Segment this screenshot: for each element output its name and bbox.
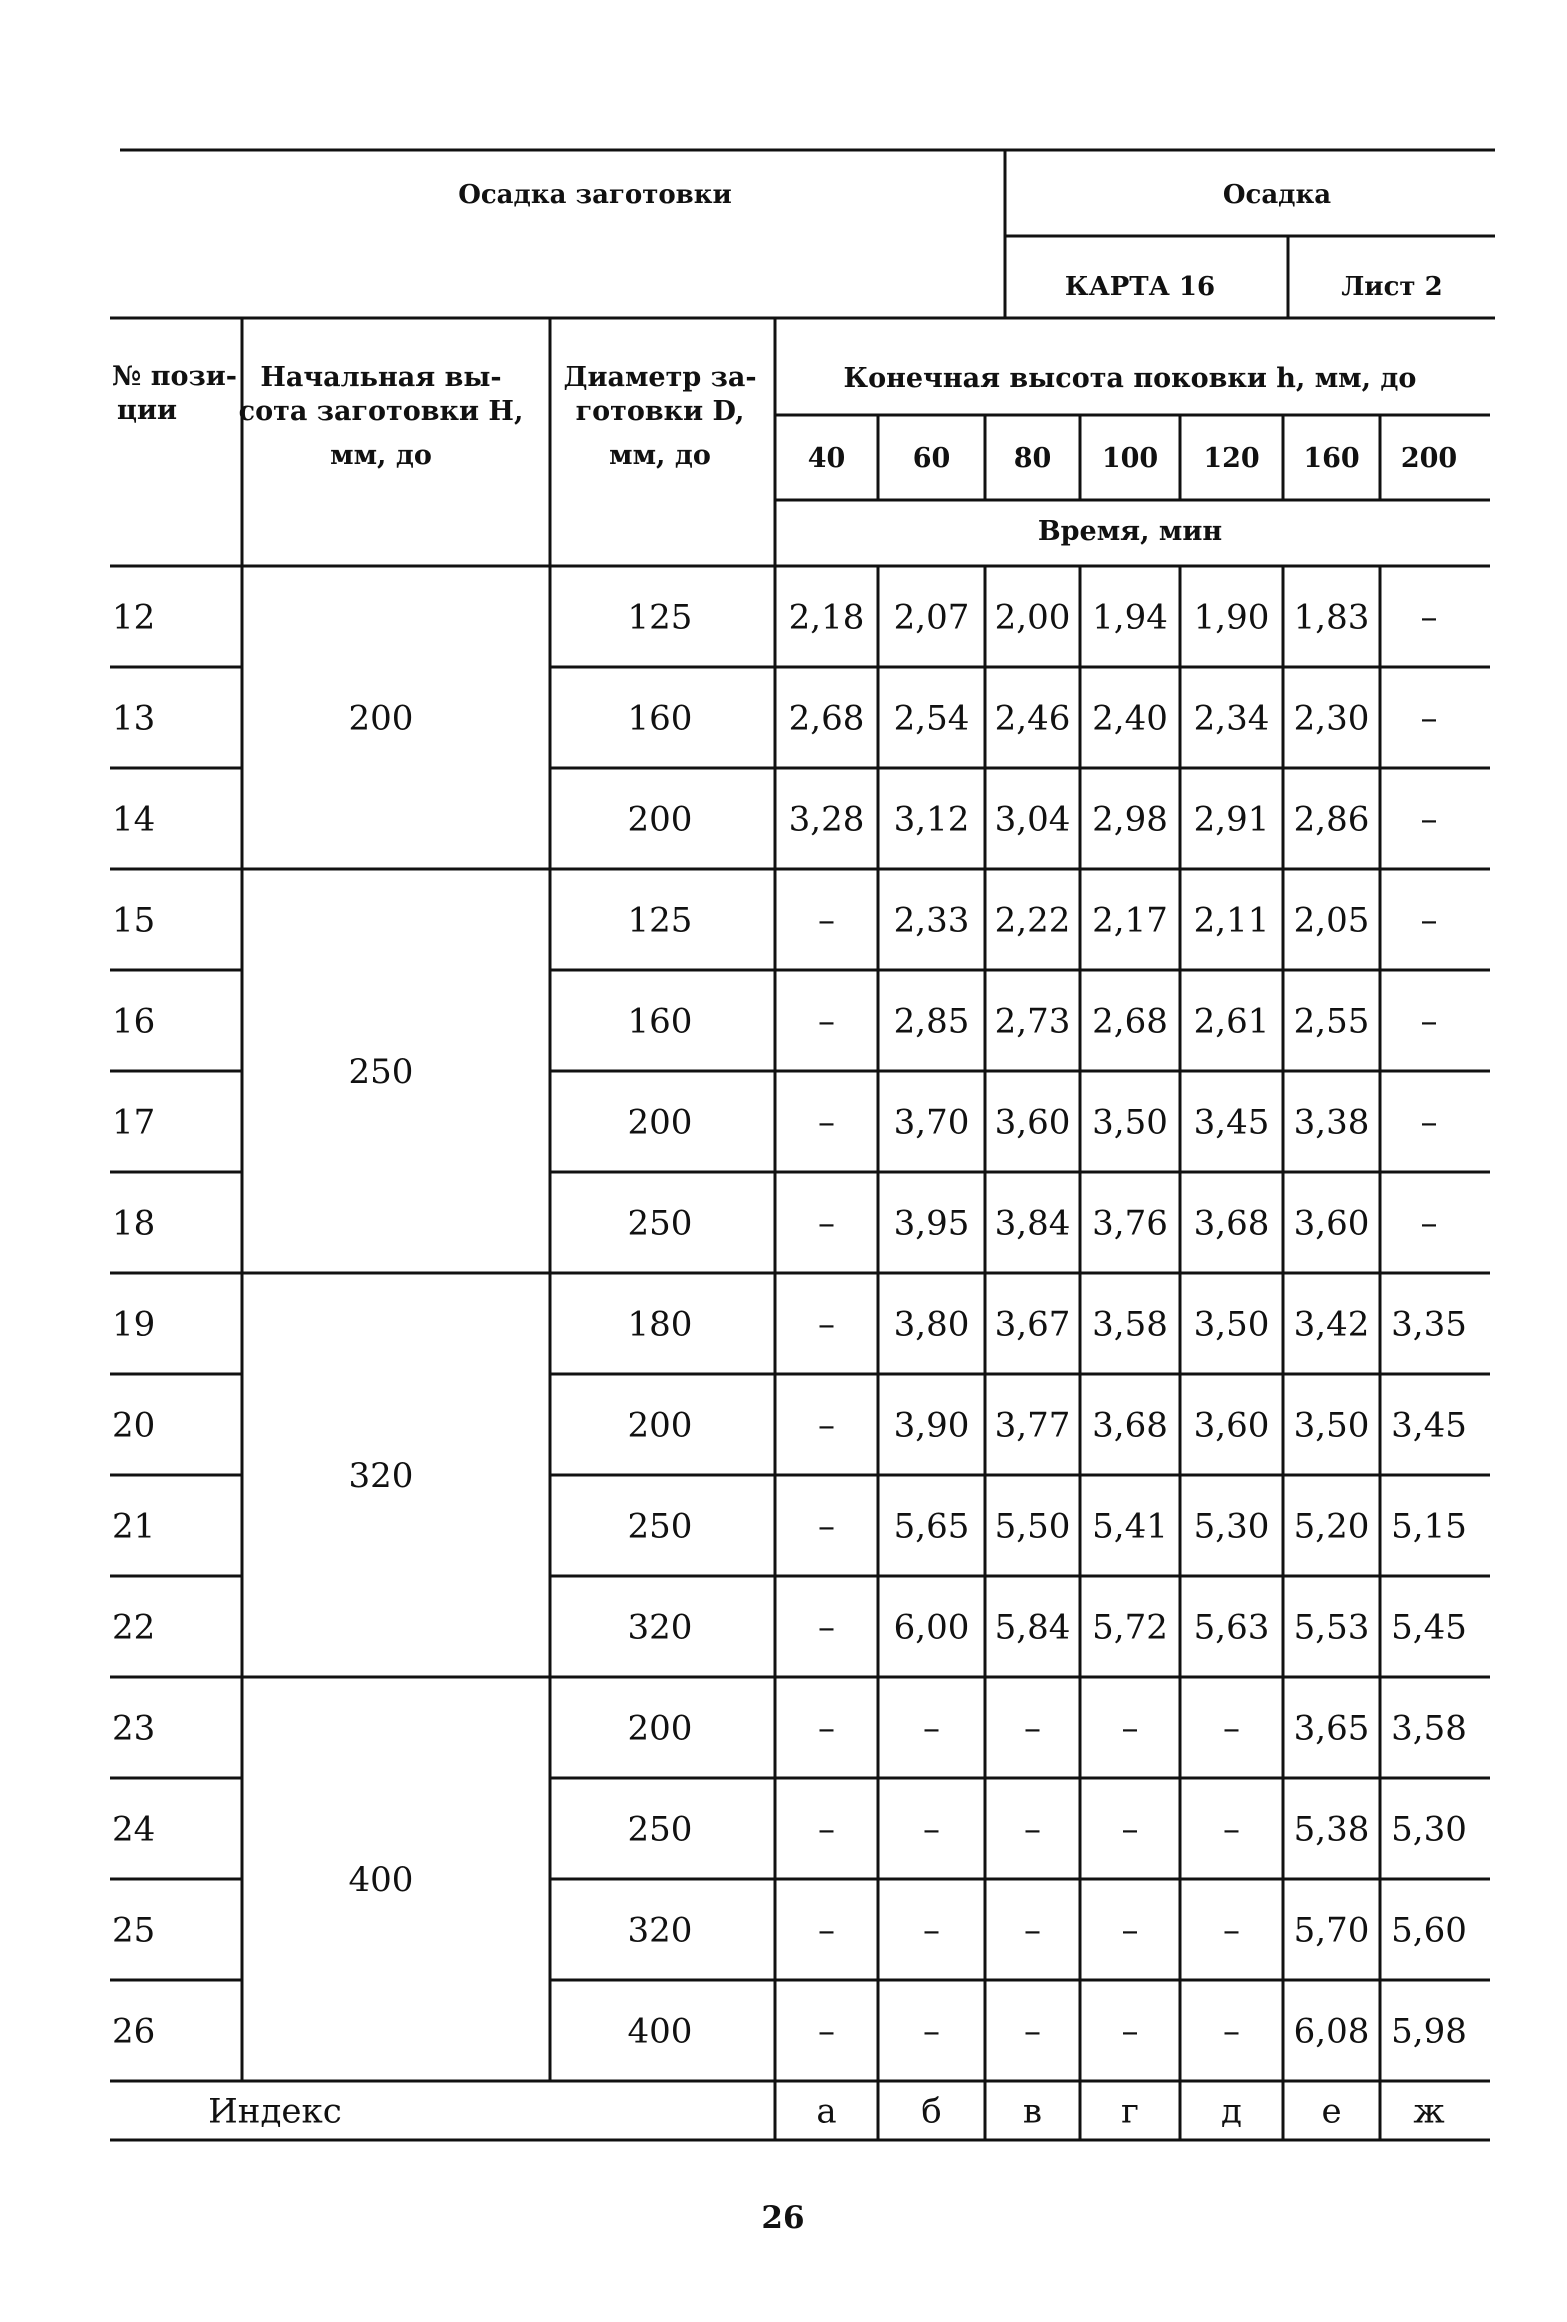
time-cell: 5,98	[1391, 2011, 1467, 2052]
row-diameter: 200	[627, 1708, 693, 1749]
row-diameter: 250	[627, 1203, 693, 1244]
index-letter: д	[1221, 2091, 1242, 2132]
time-cell: –	[923, 1910, 940, 1951]
time-cell: –	[818, 1708, 835, 1749]
row-diameter: 125	[627, 597, 693, 638]
row-position: 18	[112, 1203, 156, 1244]
title-right: Осадка	[1222, 180, 1332, 210]
time-cell: 2,07	[893, 597, 970, 638]
index-letter: а	[816, 2091, 837, 2132]
table-row	[112, 1810, 1467, 1850]
time-cell: 5,41	[1092, 1506, 1168, 1547]
time-cell: 5,30	[1391, 1809, 1467, 1850]
size-header-160: 160	[1303, 443, 1360, 474]
time-cell: 5,63	[1193, 1607, 1270, 1648]
time-cell: –	[818, 1304, 835, 1345]
time-cell: 2,18	[788, 597, 865, 638]
row-position: 12	[112, 597, 156, 638]
time-cell: –	[1420, 597, 1438, 638]
time-cell: –	[818, 1001, 835, 1042]
size-header-40: 40	[807, 443, 846, 474]
time-cell: 3,50	[1193, 1304, 1270, 1345]
time-cell: –	[1024, 1809, 1041, 1850]
time-cell: 2,55	[1293, 1001, 1370, 1042]
time-header: Время, мин	[1037, 516, 1223, 547]
row-position: 13	[112, 698, 156, 739]
time-cell: 3,68	[1092, 1405, 1168, 1446]
time-cell: 3,60	[1293, 1203, 1370, 1244]
time-cell: 2,33	[893, 900, 970, 941]
table-row	[112, 1608, 1467, 1648]
row-position: 21	[112, 1506, 156, 1547]
time-cell: –	[1024, 1910, 1041, 1951]
row-position: 15	[112, 900, 156, 941]
index-letter: в	[1022, 2091, 1043, 2132]
time-cell: –	[1024, 2011, 1041, 2052]
time-cell: 3,76	[1092, 1203, 1168, 1244]
row-diameter: 320	[627, 1910, 693, 1951]
time-cell: 2,61	[1193, 1001, 1270, 1042]
time-cell: –	[1121, 1809, 1139, 1850]
time-cell: 3,35	[1391, 1304, 1467, 1345]
row-diameter: 400	[627, 2011, 693, 2052]
time-cell: 2,91	[1193, 799, 1270, 840]
time-cell: –	[1223, 1809, 1240, 1850]
time-cell: 2,30	[1293, 698, 1370, 739]
size-header-60: 60	[912, 443, 951, 474]
time-cell: 2,17	[1092, 900, 1168, 941]
time-cell: 1,90	[1193, 597, 1270, 638]
index-label: Индекс	[208, 2091, 342, 2132]
group-height: 200	[348, 698, 414, 739]
row-position: 24	[112, 1809, 156, 1850]
time-cell: 3,45	[1193, 1102, 1270, 1143]
time-cell: 2,46	[994, 698, 1071, 739]
card-number: КАРТА 16	[1064, 272, 1216, 302]
sheet-number: Лист 2	[1341, 272, 1443, 302]
time-cell: 6,08	[1293, 2011, 1370, 2052]
time-cell: 2,68	[788, 698, 865, 739]
row-position: 25	[112, 1910, 156, 1951]
time-cell: 5,38	[1293, 1809, 1370, 1850]
size-header-100: 100	[1101, 443, 1159, 474]
row-position: 22	[112, 1607, 156, 1648]
row-position: 17	[112, 1102, 156, 1143]
time-cell: 2,40	[1092, 698, 1168, 739]
title-block	[120, 150, 1495, 318]
time-cell: –	[1420, 698, 1438, 739]
diameter-header-line3: мм, до	[609, 440, 711, 471]
title-left: Осадка заготовки	[458, 180, 732, 210]
size-header-80: 80	[1013, 443, 1052, 474]
time-cell: –	[818, 900, 835, 941]
time-cell: 2,85	[893, 1001, 970, 1042]
time-cell: –	[1223, 2011, 1240, 2052]
table-row	[112, 1305, 1467, 1345]
time-cell: 2,86	[1293, 799, 1370, 840]
table-row	[112, 2012, 1467, 2052]
time-cell: 3,67	[994, 1304, 1071, 1345]
time-cell: 3,45	[1391, 1405, 1467, 1446]
size-header-120: 120	[1203, 443, 1260, 474]
time-cell: –	[818, 1405, 835, 1446]
time-cell: 3,60	[1193, 1405, 1270, 1446]
pos-header-line1: № пози-	[112, 361, 237, 392]
row-position: 19	[112, 1304, 156, 1345]
time-cell: 5,30	[1193, 1506, 1270, 1547]
time-cell: –	[818, 1506, 835, 1547]
time-cell: –	[923, 1809, 940, 1850]
time-cell: 2,34	[1193, 698, 1270, 739]
time-cell: 3,42	[1293, 1304, 1370, 1345]
time-cell: 3,12	[893, 799, 970, 840]
table-row	[112, 1507, 1467, 1547]
pos-header-line2: ции	[117, 395, 177, 426]
time-cell: 2,05	[1293, 900, 1370, 941]
table-row	[112, 1911, 1467, 1951]
time-cell: –	[1121, 1708, 1139, 1749]
time-cell: 3,77	[994, 1405, 1071, 1446]
row-position: 14	[112, 799, 156, 840]
time-cell: 3,04	[994, 799, 1071, 840]
time-cell: 3,80	[893, 1304, 970, 1345]
time-cell: 3,28	[788, 799, 865, 840]
row-position: 20	[112, 1405, 156, 1446]
diameter-header-line1: Диаметр за-	[563, 362, 757, 393]
time-cell: 3,50	[1293, 1405, 1370, 1446]
row-diameter: 200	[627, 1405, 693, 1446]
time-cell: –	[1121, 2011, 1139, 2052]
time-cell: 3,58	[1092, 1304, 1168, 1345]
index-letter: г	[1121, 2091, 1139, 2132]
time-cell: 2,22	[994, 900, 1071, 941]
index-letter: б	[921, 2091, 942, 2132]
time-cell: –	[818, 1607, 835, 1648]
row-diameter: 200	[627, 799, 693, 840]
time-cell: –	[1223, 1708, 1240, 1749]
row-diameter: 200	[627, 1102, 693, 1143]
row-diameter: 180	[627, 1304, 693, 1345]
time-cell: –	[1121, 1910, 1139, 1951]
time-cell: 2,00	[994, 597, 1071, 638]
size-header-200: 200	[1400, 443, 1458, 474]
time-cell: 5,84	[994, 1607, 1071, 1648]
final-height-header: Конечная высота поковки h, мм, до	[843, 363, 1417, 394]
time-cell: 2,11	[1193, 900, 1270, 941]
time-cell: 5,53	[1293, 1607, 1370, 1648]
time-cell: 5,15	[1391, 1506, 1467, 1547]
row-diameter: 320	[627, 1607, 693, 1648]
column-header	[112, 361, 1457, 547]
time-cell: –	[1024, 1708, 1041, 1749]
time-cell: 5,70	[1293, 1910, 1370, 1951]
time-cell: 3,90	[893, 1405, 970, 1446]
time-cell: 3,58	[1391, 1708, 1467, 1749]
time-cell: –	[1420, 799, 1438, 840]
row-diameter: 250	[627, 1809, 693, 1850]
time-cell: 6,00	[893, 1607, 970, 1648]
time-cell: –	[923, 1708, 940, 1749]
time-cell: 5,45	[1391, 1607, 1467, 1648]
time-cell: –	[818, 2011, 835, 2052]
time-cell: 3,68	[1193, 1203, 1270, 1244]
time-cell: –	[818, 1910, 835, 1951]
time-cell: 1,83	[1293, 597, 1370, 638]
row-diameter: 160	[627, 698, 693, 739]
time-cell: 3,50	[1092, 1102, 1168, 1143]
group-height: 250	[348, 1052, 414, 1092]
time-cell: 2,68	[1092, 1001, 1168, 1042]
time-cell: 3,38	[1293, 1102, 1370, 1143]
table-row	[112, 1406, 1467, 1446]
time-cell: 3,84	[994, 1203, 1071, 1244]
time-cell: 3,70	[893, 1102, 970, 1143]
time-cell: 5,60	[1391, 1910, 1467, 1951]
time-cell: –	[1420, 1203, 1438, 1244]
group-height: 400	[348, 1860, 414, 1900]
row-position: 23	[112, 1708, 156, 1749]
time-cell: 2,73	[994, 1001, 1071, 1042]
diameter-header-line2: готовки D,	[575, 396, 745, 427]
time-cell: 5,65	[893, 1506, 970, 1547]
time-cell: –	[1420, 900, 1438, 941]
height-header-line3: мм, до	[330, 440, 432, 471]
time-cell: –	[818, 1203, 835, 1244]
time-cell: 5,50	[994, 1506, 1071, 1547]
height-header-line1: Начальная вы-	[260, 362, 502, 393]
row-diameter: 160	[627, 1001, 693, 1042]
time-cell: –	[1420, 1102, 1438, 1143]
time-cell: –	[818, 1102, 835, 1143]
time-cell: –	[818, 1809, 835, 1850]
time-cell: 5,20	[1293, 1506, 1370, 1547]
time-cell: 3,65	[1293, 1708, 1370, 1749]
time-cell: 5,72	[1092, 1607, 1168, 1648]
table-row	[112, 1709, 1467, 1749]
time-cell: 3,60	[994, 1102, 1071, 1143]
row-position: 16	[112, 1001, 156, 1042]
data-table	[110, 318, 1490, 2140]
row-position: 26	[112, 2011, 156, 2052]
time-cell: –	[1223, 1910, 1240, 1951]
height-header-line2: сота заготовки H,	[238, 396, 524, 427]
time-cell: 2,98	[1092, 799, 1168, 840]
group-height: 320	[348, 1456, 414, 1496]
index-letter: е	[1321, 2091, 1342, 2132]
row-diameter: 250	[627, 1506, 693, 1547]
index-letter: ж	[1413, 2091, 1445, 2132]
page-number: 26	[761, 2200, 805, 2236]
time-cell: 3,95	[893, 1203, 970, 1244]
time-cell: –	[1420, 1001, 1438, 1042]
time-cell: 2,54	[893, 698, 970, 739]
row-diameter: 125	[627, 900, 693, 941]
time-cell: –	[923, 2011, 940, 2052]
time-cell: 1,94	[1092, 597, 1168, 638]
